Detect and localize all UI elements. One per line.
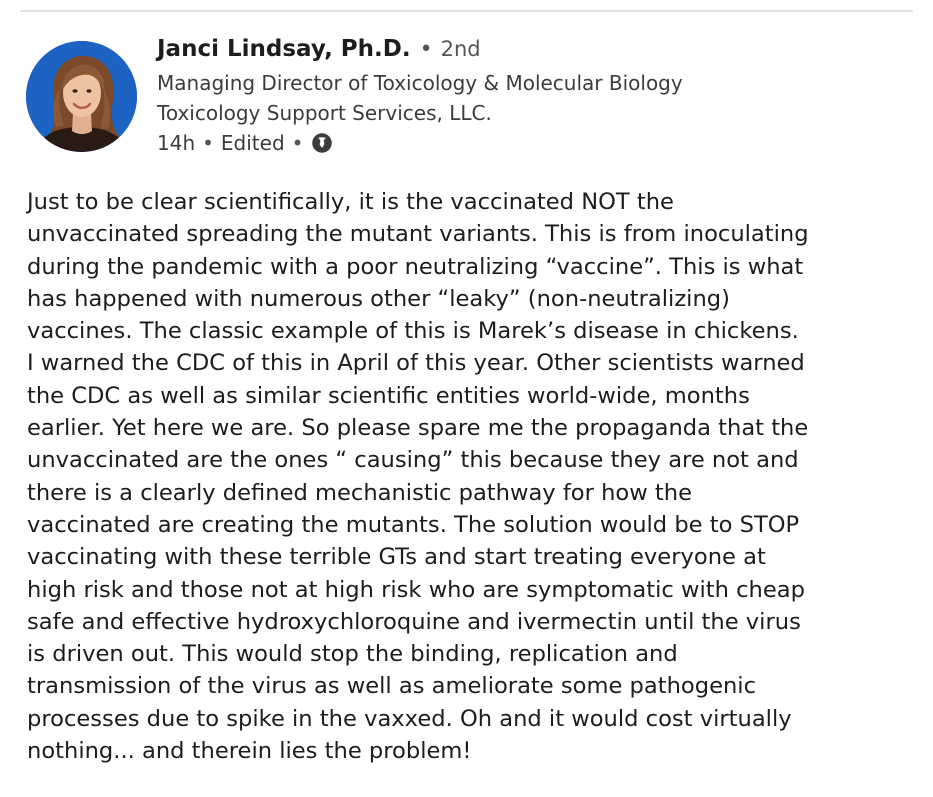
post-body — [27, 186, 907, 767]
author-info — [157, 36, 683, 158]
post-body-line: vaccinating with these terrible GTs and start treating everyone at — [27, 544, 766, 571]
post-body-line: transmission of the virus as well as ameliorate some pathogenic — [27, 673, 757, 700]
avatar[interactable] — [26, 41, 137, 152]
author-headline: Managing Director of Toxicology & Molecular Biology — [157, 71, 683, 95]
post-body-line: safe and effective hydroxychloroquine and ivermectin until the virus — [27, 608, 801, 635]
post-body-line: Just to be clear scientifically, it is the vaccinated NOT the — [27, 189, 674, 215]
post-header — [26, 36, 913, 166]
post-time: 14h — [157, 131, 196, 155]
avatar-portrait-icon — [26, 41, 137, 152]
post-body-line: high risk and those not at high risk who are symptomatic with cheap — [27, 576, 805, 603]
globe-icon — [312, 133, 332, 153]
author-name[interactable]: Janci Lindsay, Ph.D. — [157, 36, 411, 62]
post-body-line: I warned the CDC of this in April of this year. Other scientists warned — [27, 350, 805, 377]
top-divider — [20, 10, 913, 12]
author-company: Toxicology Support Services, LLC. — [157, 101, 492, 125]
edited-label: Edited — [220, 131, 285, 155]
separator-dot: • — [202, 131, 214, 155]
connection-degree: 2nd — [440, 37, 481, 61]
post-body-line: vaccines. The classic example of this is Marek’s disease in chickens. — [27, 318, 799, 345]
post-body-line: during the pandemic with a poor neutralizing “vaccine”. This is what — [27, 253, 804, 280]
post-body-line: has happened with numerous other “leaky” (non-neutralizing) — [27, 285, 730, 312]
name-line — [157, 36, 683, 68]
post-body-line: unvaccinated spreading the mutant variants. This is from inoculating — [27, 221, 809, 248]
post-body-line: the CDC as well as similar scientific entities world-wide, months — [27, 382, 750, 409]
post-body-line: is driven out. This would stop the binding, replication and — [27, 641, 678, 668]
separator-dot: • — [291, 131, 304, 155]
post-meta — [157, 128, 683, 158]
separator-dot: • — [419, 37, 433, 62]
post-body-line: unvaccinated are the ones “ causing” this because they are not and — [27, 447, 799, 474]
post-body-line: nothing... and therein lies the problem! — [27, 738, 472, 765]
post-body-line: vaccinated are creating the mutants. The solution would be to STOP — [27, 511, 800, 538]
post-body-line: processes due to spike in the vaxxed. Oh and it would cost virtually — [27, 705, 792, 732]
post-body-line: there is a clearly defined mechanistic pathway for how the — [27, 479, 692, 506]
post-body-line: earlier. Yet here we are. So please spare me the propaganda that the — [27, 415, 809, 442]
